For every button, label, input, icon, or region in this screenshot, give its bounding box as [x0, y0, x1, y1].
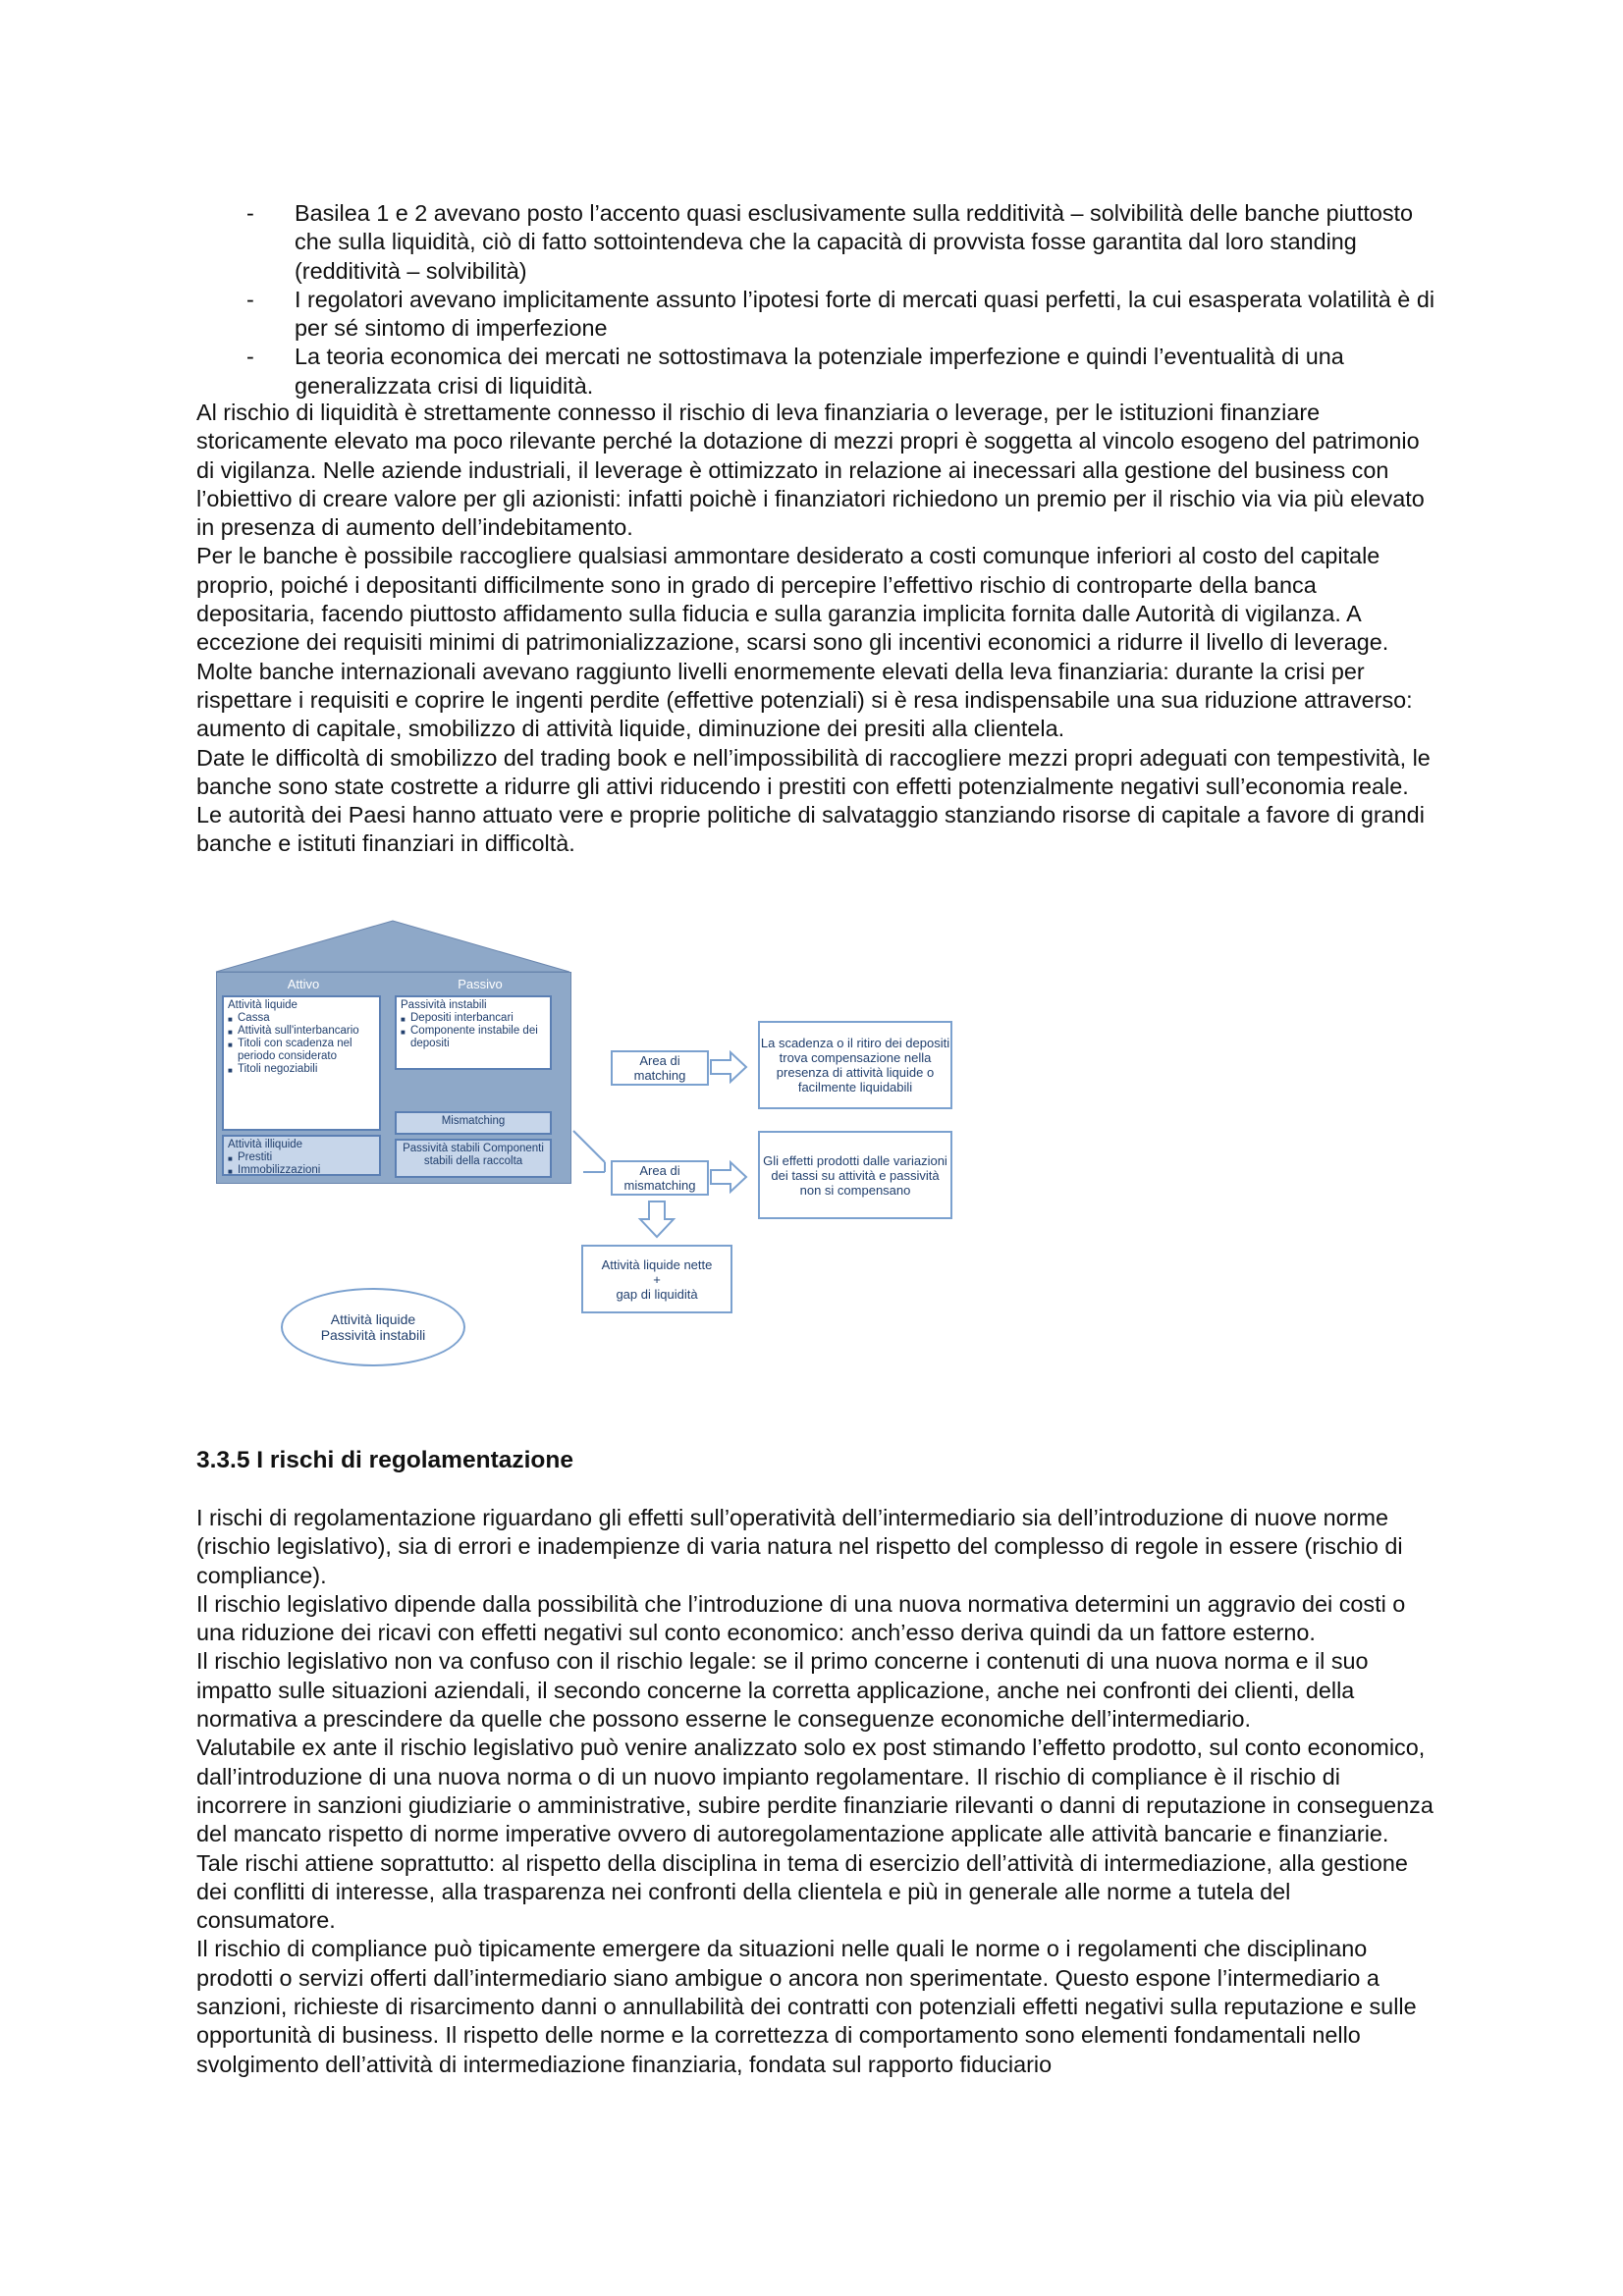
area-mismatching-box: Area di mismatching — [611, 1160, 709, 1196]
body-text-top — [196, 399, 1435, 859]
mismatching-box: Mismatching — [395, 1111, 552, 1135]
list-item: ■ Titoli negoziabili — [228, 1063, 375, 1076]
net-liquid-box: Attività liquide nette + gap di liquidità — [581, 1245, 732, 1313]
list-item: ■ Prestiti — [228, 1151, 375, 1164]
list-item: ■ Immobilizzazioni — [228, 1164, 375, 1177]
list-item: ■ Depositi interbancari — [401, 1012, 546, 1025]
mismatching-result-box: Gli effetti prodotti dalle variazioni dei tassi su attività e passività non si compensano — [758, 1131, 952, 1219]
list-item: - La teoria economica dei mercati ne sottostimava la potenziale imperfezione e quindi l’eventualità di una generalizzata crisi di liquidità. — [246, 344, 1344, 399]
paragraph: Le autorità dei Paesi hanno attuato vere e proprie politiche di salvataggio stanziando risorse di capitale a favore di grandi banche e istituti finanziari in difficoltà. — [196, 802, 1425, 857]
connector-line — [573, 1131, 605, 1162]
attivo-label: Attivo — [287, 977, 320, 991]
paragraph: Il rischio legislativo dipende dalla possibilità che l’introduzione di una nuova normativa determini un aggravio dei costi o una riduzione dei ricavi con effetti negativi sul conto economico: anch’esso deriva quindi da un fattore esterno. — [196, 1590, 1406, 1646]
attivita-illiquide-box: Attività illiquide ■ Prestiti ■ Immobilizzazioni — [222, 1135, 381, 1176]
paragraph: Date le difficoltà di smobilizzo del trading book e nell’impossibilità di raccogliere mezzi propri adeguati con tempestività, le banche sono state costrette a ridurre gli attivi riducendo i prestiti con effetti potenzialmente negativi sull’economia reale. — [196, 744, 1431, 799]
paragraph: Per le banche è possibile raccogliere qualsiasi ammontare desiderato a costi comunque inferiori al costo del capitale proprio, poiché i depositanti difficilmente sono in grado di percepire l’effettivo rischio di controparte della banca depositaria, facendo piuttosto affidamento sulla fiducia e sulla garanzia implicita fornita dalle Autorità di vigilanza. A eccezione dei requisiti minimi di patrimonializzazione, scarsi sono gli incentivi economici a ridurre il livello di leverage. — [196, 543, 1389, 656]
body-text-bottom — [196, 1504, 1435, 2079]
paragraph: Il rischio di compliance può tipicamente emergere da situazioni nelle quali le norme o i regolamenti che disciplinano prodotti o servizi offerti dall’intermediario siano ambigue o ancora non sperimentate. Questo espone l’intermediario a sanzioni, richieste di risarcimento danni o annullabilità dei contratti con potenziali effetti negativi sulla reputazione e sulle opportunità di business. Il rispetto delle norme e la correttezza di comportamento sono elementi fondamentali nello svolgimento dell’attività di intermediazione finanziaria, fondata sul rapporto fiduciario — [196, 1936, 1417, 2077]
bullet-list — [196, 199, 1435, 400]
list-item: - Basilea 1 e 2 avevano posto l’accento quasi esclusivamente sulla redditività – solvibilità delle banche piuttosto che sulla liquidità, ciò di fatto sottointendeva che la capacità di provvista fosse garantita dal loro standing (redditività – solvibilità) — [246, 200, 1414, 284]
paragraph: Il rischio legislativo non va confuso con il rischio legale: se il primo concerne i contenuti di una nuova norma e il suo impatto sulle situazioni aziendali, il secondo concerne la corretta applicazione, anche nei confronti dei clienti, della normativa a prescindere da quelle che possono esserne le conseguenze economiche dell’intermediario. — [196, 1648, 1369, 1733]
arrow-right-icon — [711, 1052, 746, 1082]
list-item: ■ Cassa — [228, 1012, 375, 1025]
liquidity-ellipse: Attività liquide Passività instabili — [281, 1288, 465, 1366]
paragraph: Al rischio di liquidità è strettamente connesso il rischio di leva finanziaria o leverage, per le istituzioni finanziare storicamente elevato ma poco rilevante perché la dotazione di mezzi propri è soggetta al vincolo esogeno del patrimonio di vigilanza. Nelle aziende industriali, il leverage è ottimizzato in relazione ai inecessari alla gestione del business con l’obiettivo di creare valore per gli azionisti: infatti poichè i finanziatori richiedono un premio per il rischio via via più elevato in presenza di aumento dell’indebitamento. — [196, 400, 1425, 541]
list-item: ■ Componente instabile dei depositi — [401, 1025, 546, 1050]
list-item: ■ Attività sull'interbancario — [228, 1025, 375, 1038]
list-item: - I regolatori avevano implicitamente assunto l’ipotesi forte di mercati quasi perfetti, la cui esasperata volatilità è di per sé sintomo di imperfezione — [246, 286, 1435, 342]
passivita-stabili-box: Passività stabili Componenti stabili della raccolta — [395, 1139, 552, 1178]
arrow-right-icon — [711, 1162, 746, 1192]
matching-result-box: La scadenza o il ritiro dei depositi trova compensazione nella presenza di attività liquide o facilmente liquidabili — [758, 1021, 952, 1109]
passivita-instabili-box: Passività instabili ■ Depositi interbancari ■ Componente instabile dei depositi — [395, 995, 552, 1070]
area-matching-box: Area di matching — [611, 1050, 709, 1086]
passivo-label: Passivo — [458, 977, 503, 991]
section-heading: 3.3.5 I rischi di regolamentazione — [196, 1447, 573, 1473]
arrow-down-icon — [640, 1201, 674, 1237]
liquidity-diagram — [210, 905, 996, 1376]
paragraph: I rischi di regolamentazione riguardano gli effetti sull’operatività dell’intermediario sia dell’introduzione di nuove norme (rischio legislativo), sia di errori e inadempienze di varia natura nel rispetto del complesso di regole in essere (rischio di compliance). — [196, 1505, 1403, 1588]
attivita-liquide-box: Attività liquide ■ Cassa ■ Attività sull'interbancario ■ Titoli con scadenza nel periodo considerato ■ Titoli negoziabili — [222, 995, 381, 1131]
paragraph: Valutabile ex ante il rischio legislativo può venire analizzato solo ex post stimando l’effetto prodotto, sul conto economico, dall’introduzione di una nuova norma o di un nuovo impianto regolamentare. Il rischio di compliance è il rischio di incorrere in sanzioni giudiziarie o amministrative, subire perdite finanziarie rilevanti o danni di reputazione in conseguenza del mancato rispetto di norme imperative ovvero di autoregolamentazione applicate alle attività bancarie e finanziarie. Tale rischi attiene soprattutto: al rispetto della disciplina in tema di esercizio dell’attività di intermediazione, alla gestione dei conflitti di interesse, alla trasparenza nei confronti della clientela e più in generale alle norme a tutela del consumatore. — [196, 1735, 1434, 1934]
paragraph: Molte banche internazionali avevano raggiunto livelli enormemente elevati della leva finanziaria: durante la crisi per rispettare i requisiti e coprire le ingenti perdite (effettive potenziali) si è resa indispensabile una sua riduzione attraverso: aumento di capitale, smobilizzo di attività liquide, diminuzione dei presiti alla clientela. — [196, 658, 1413, 742]
roof-shape — [216, 921, 569, 972]
list-item: ■ Titoli con scadenza nel periodo considerato — [228, 1038, 375, 1063]
